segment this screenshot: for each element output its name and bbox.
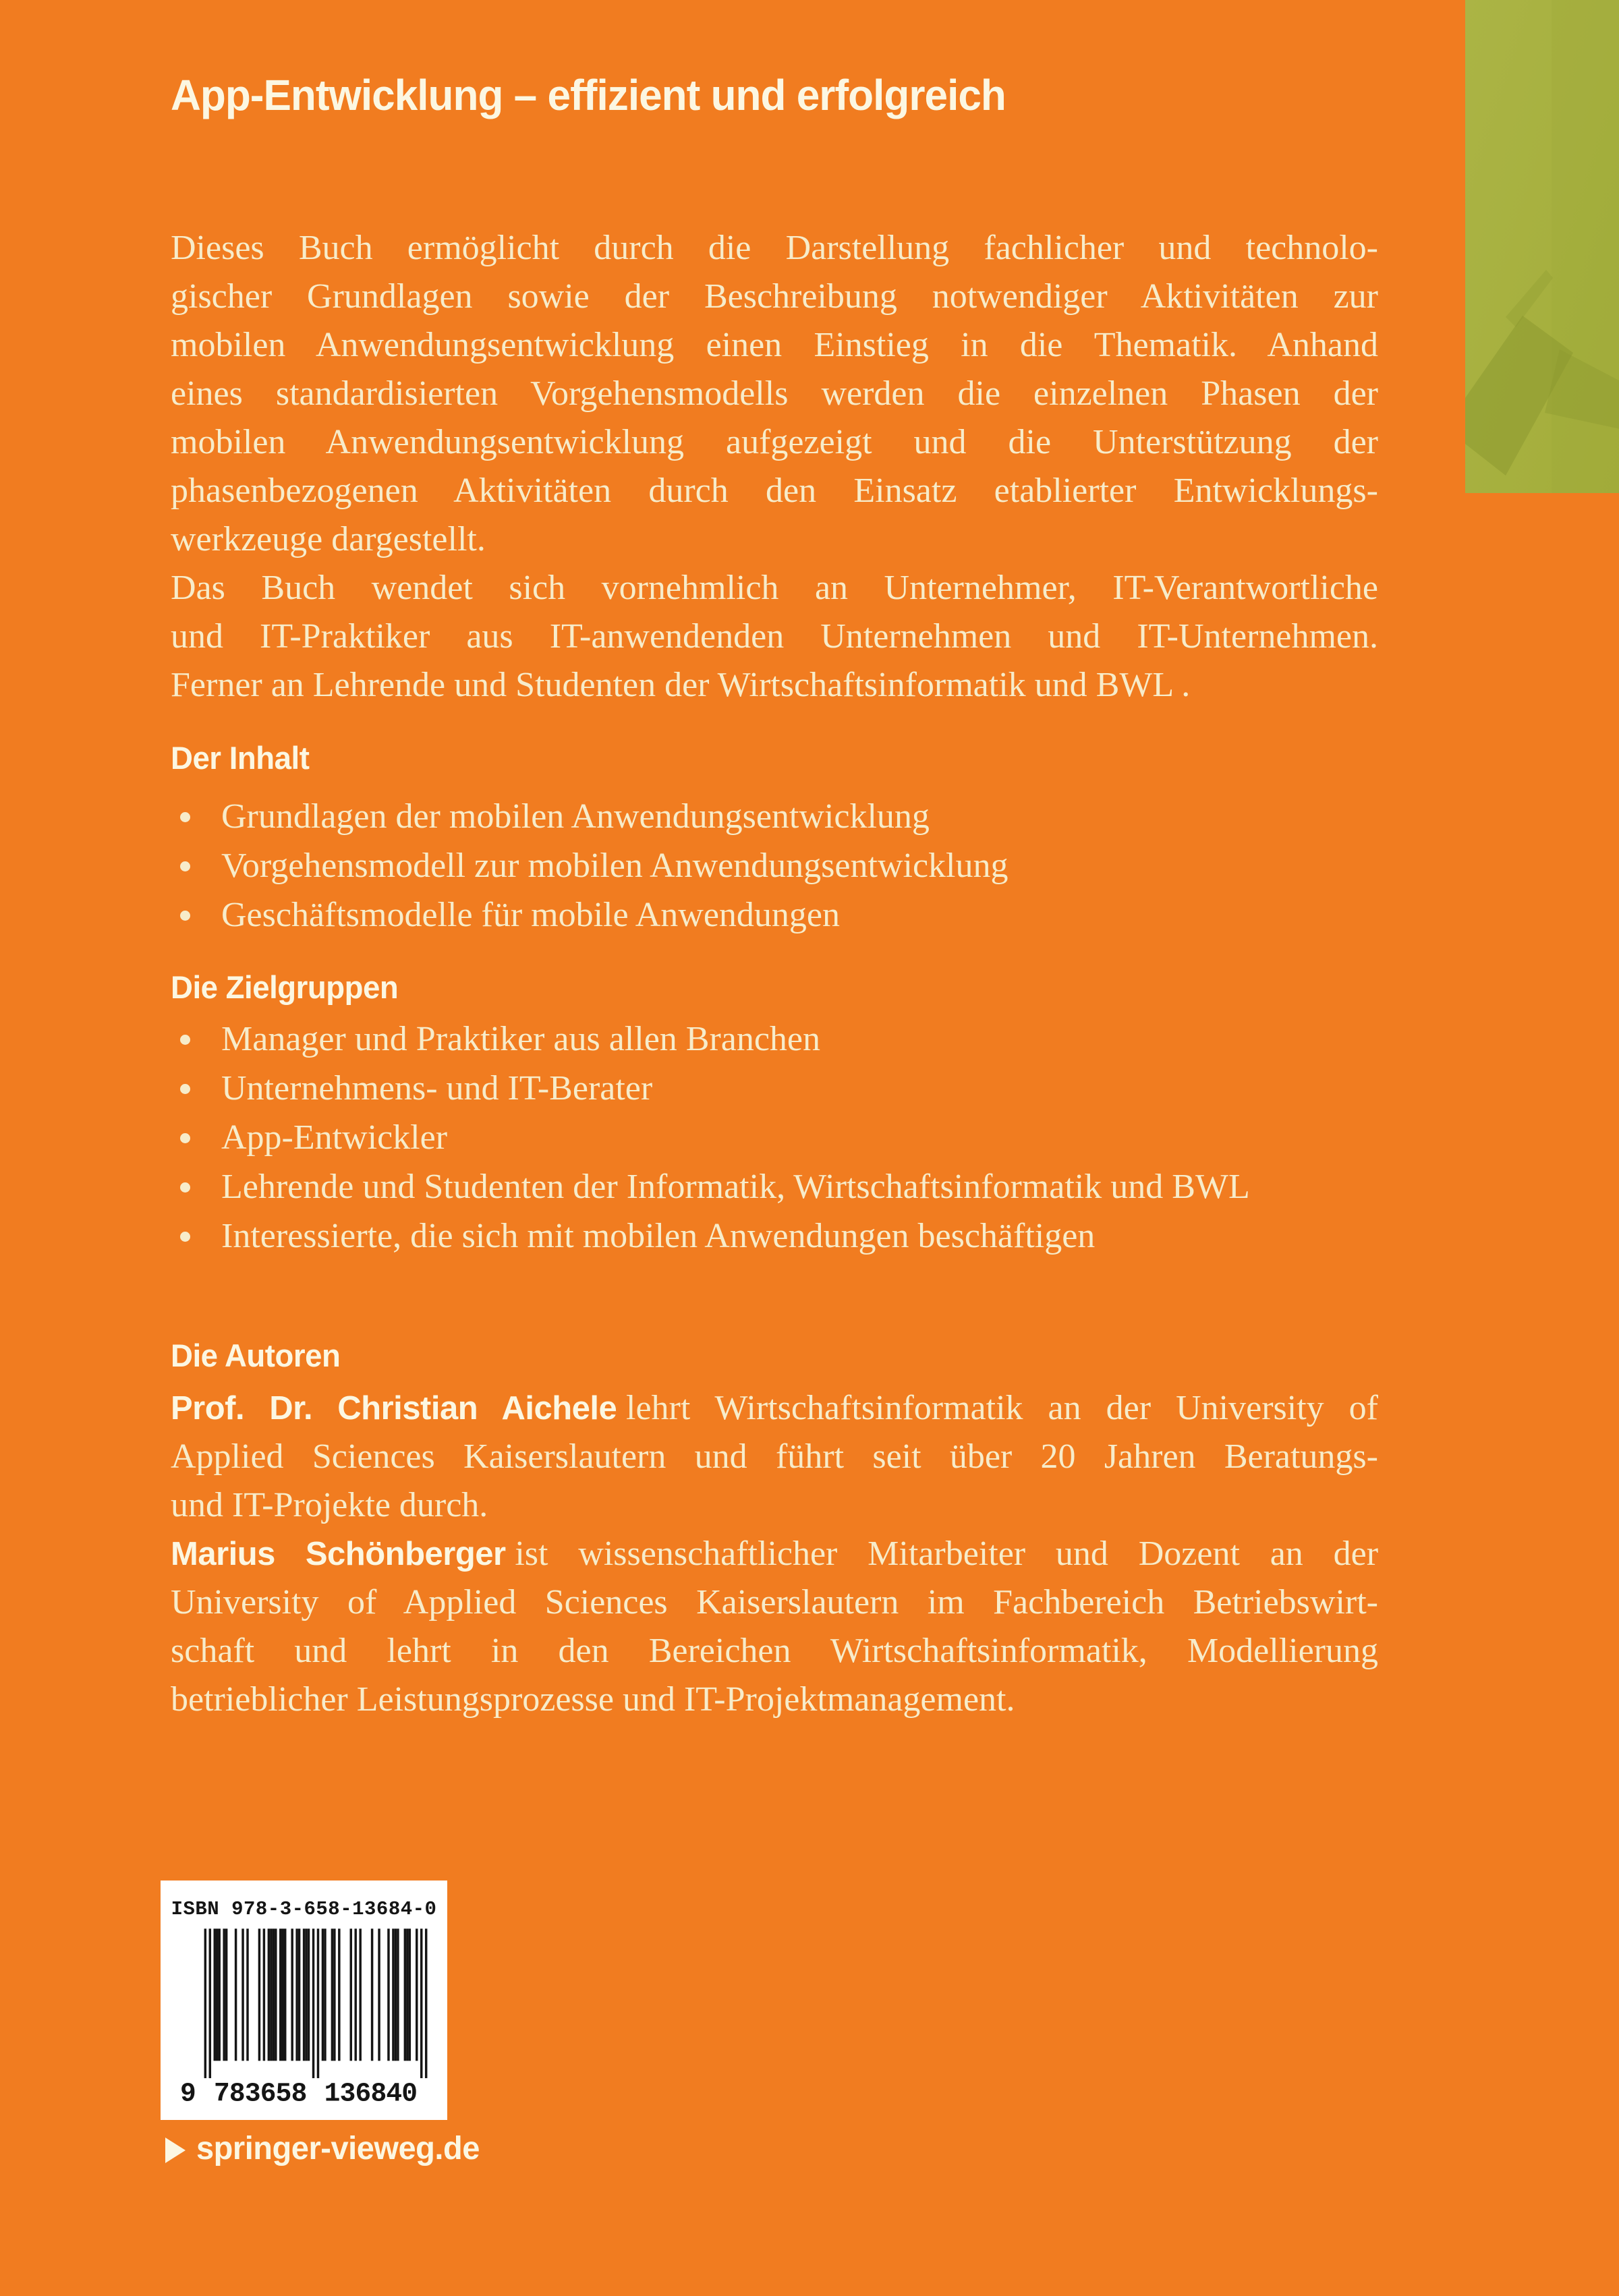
- author-bio-1: [171, 1384, 1378, 1530]
- list-item: [171, 1014, 1378, 1064]
- intro-line: Das Buch wendet sich vornehmlich an Unternehmer, IT-Verantwortliche: [171, 569, 1378, 607]
- bio-line: schaft und lehrt in den Bereichen Wirtschaftsinformatik, Modellierung: [171, 1632, 1378, 1670]
- intro-line: Dieses Buch ermöglicht durch die Darstellung fachlicher und technolo-: [171, 229, 1378, 267]
- isbn-number: ISBN 978-3-658-13684-0: [171, 1898, 437, 1920]
- author-name: Prof. Dr. Christian Aichele: [171, 1390, 617, 1427]
- bio-line: und IT-Projekte durch.: [171, 1486, 488, 1524]
- isbn-box: [161, 1881, 447, 2120]
- bio-text: lehrt Wirtschaftsinformatik an der University of: [626, 1389, 1378, 1427]
- list-item-label: Grundlagen der mobilen Anwendungsentwicklung: [221, 797, 930, 836]
- list-item-label: [221, 1162, 1250, 1211]
- list-item: [171, 890, 1378, 940]
- bullet-dot-icon: [180, 1182, 190, 1193]
- ean-barcode: [177, 1928, 430, 2107]
- list-item-line: Lehrende und Studenten der Informatik, Wirtschaftsinformatik: [221, 1168, 1102, 1206]
- list-item: [171, 792, 1378, 841]
- list-item-label: Interessierte, die sich mit mobilen Anwendungen beschäftigen: [221, 1217, 1096, 1255]
- section-autoren: [171, 1337, 1378, 1724]
- list-item: [171, 1064, 1378, 1113]
- intro-line: eines standardisierten Vorgehensmodells werden die einzelnen Phasen der: [171, 374, 1378, 413]
- intro-line: mobilen Anwendungsentwicklung aufgezeigt und die Unterstützung der: [171, 423, 1378, 461]
- publisher-footer: [165, 2130, 485, 2167]
- intro-line: werkzeuge dargestellt.: [171, 520, 486, 558]
- section-inhalt: [171, 739, 1378, 940]
- svg-text:136840: 136840: [324, 2078, 418, 2107]
- section-zielgruppen: [171, 969, 1378, 1261]
- svg-text:783658: 783658: [213, 2078, 308, 2107]
- ean-barcode-svg: [177, 1928, 430, 2107]
- bio-line: betrieblicher Leistungsprozesse und IT-Projektmanagement.: [171, 1680, 1015, 1719]
- section-heading-inhalt: Der Inhalt: [171, 740, 310, 776]
- list-item: [171, 841, 1378, 890]
- bullet-dot-icon: [180, 1232, 190, 1242]
- list-item: [171, 1162, 1378, 1211]
- author-bio-2: [171, 1530, 1378, 1724]
- intro-line: Ferner an Lehrende und Studenten der Wirtschaftsinformatik und BWL .: [171, 666, 1191, 704]
- bullet-dot-icon: [180, 861, 190, 871]
- intro-line: mobilen Anwendungsentwicklung einen Einstieg in die Thematik. Anhand: [171, 326, 1378, 364]
- bullet-dot-icon: [180, 1084, 190, 1094]
- inhalt-list: [171, 792, 1378, 940]
- intro-line: und IT-Praktiker aus IT-anwendenden Unternehmen und IT-Unternehmen.: [171, 617, 1378, 656]
- section-heading-zielgruppen: Die Zielgruppen: [171, 969, 399, 1005]
- bullet-dot-icon: [180, 812, 190, 822]
- bio-line: [171, 1530, 1378, 1578]
- list-item-label: App-Entwickler: [221, 1118, 448, 1157]
- section-heading-autoren: Die Autoren: [171, 1338, 341, 1373]
- bullet-dot-icon: [180, 911, 190, 921]
- list-item-label: Unternehmens- und IT-Berater: [221, 1069, 653, 1108]
- zielgruppen-list: [171, 1014, 1378, 1261]
- list-item-label: Manager und Praktiker aus allen Branchen: [221, 1020, 821, 1058]
- list-item: [171, 1211, 1378, 1261]
- svg-text:9: 9: [179, 2078, 196, 2107]
- list-item: [171, 1113, 1378, 1162]
- page-title: App-Entwicklung – effizient und erfolgreich: [171, 71, 1006, 119]
- triangle-right-icon: [165, 2137, 186, 2163]
- green-cover-corner-image: [1465, 0, 1619, 493]
- list-item-line: und BWL: [1110, 1168, 1250, 1206]
- intro-paragraphs: [171, 224, 1378, 710]
- publisher-url: springer-vieweg.de: [196, 2131, 480, 2166]
- bullet-dot-icon: [180, 1133, 190, 1143]
- bio-line: Applied Sciences Kaiserslautern und führt seit über 20 Jahren Beratungs-: [171, 1437, 1378, 1476]
- list-item-label: Geschäftsmodelle für mobile Anwendungen: [221, 896, 840, 934]
- bio-text: ist wissenschaftlicher Mitarbeiter und Dozent an der: [515, 1534, 1379, 1573]
- list-item-label: Vorgehensmodell zur mobilen Anwendungsentwicklung: [221, 846, 1009, 885]
- bio-line: University of Applied Sciences Kaiserslautern im Fachbereich Betriebswirt-: [171, 1583, 1378, 1621]
- bio-line: [171, 1384, 1378, 1433]
- bullet-dot-icon: [180, 1035, 190, 1045]
- intro-line: phasenbezogenen Aktivitäten durch den Einsatz etablierter Entwicklungs-: [171, 471, 1378, 510]
- author-name: Marius Schönberger: [171, 1536, 506, 1572]
- intro-line: gischer Grundlagen sowie der Beschreibung notwendiger Aktivitäten zur: [171, 277, 1378, 316]
